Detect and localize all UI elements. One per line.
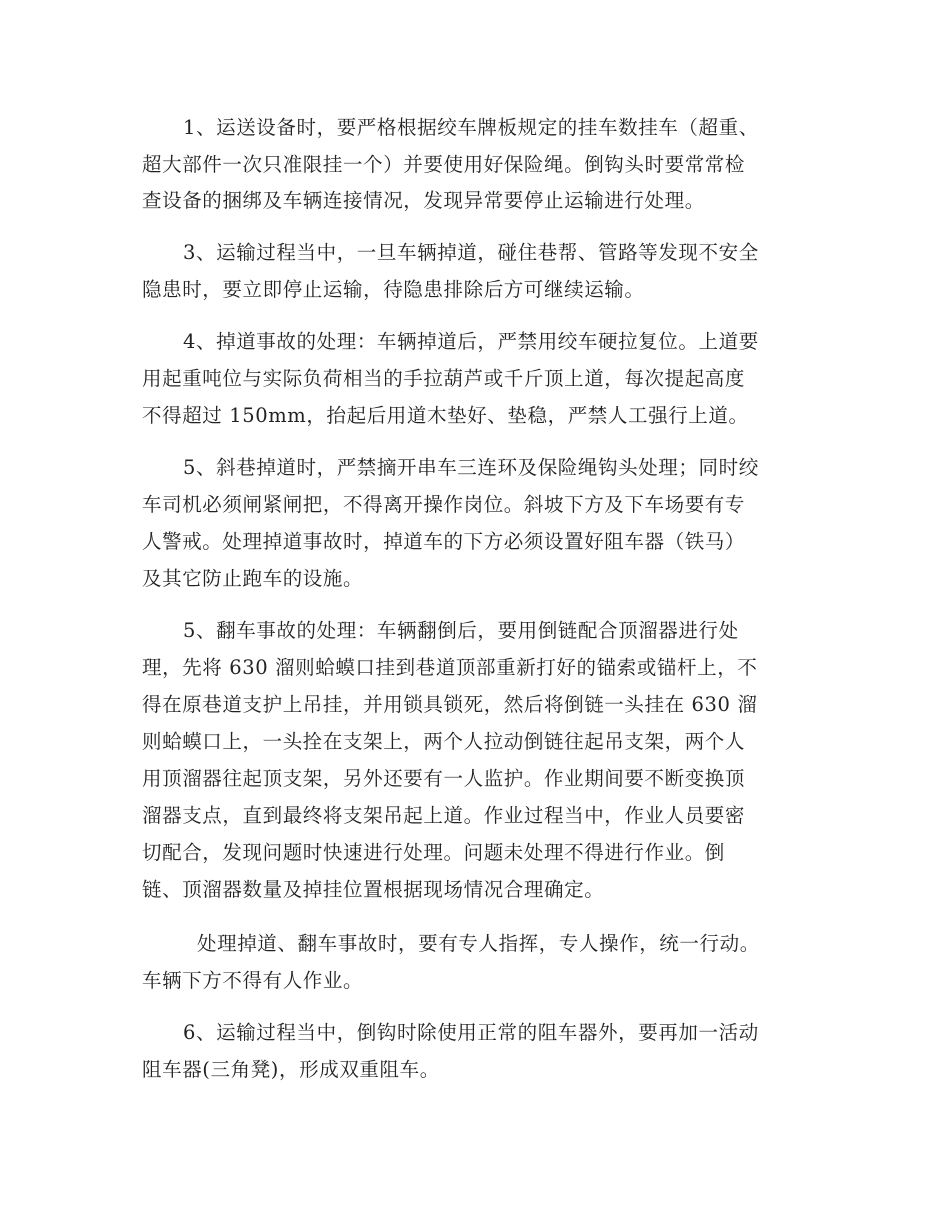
paragraph-2-line-1: 3、运输过程当中，一旦车辆掉道，碰住巷帮、管路等发现不安全: [183, 241, 759, 264]
paragraph-6-line-2: 车辆下方不得有人作业。: [142, 969, 364, 992]
paragraph-5-line-6: 溜器支点，直到最终将支架吊起上道。作业过程当中，作业人员要密: [142, 804, 746, 827]
paragraph-1-line-2: 超大部件一次只准限挂一个）并要使用好保险绳。倒钩头时要常常检: [142, 153, 746, 176]
paragraph-2-line-2: 隐患时，要立即停止运输，待隐患排除后方可继续运输。: [142, 278, 645, 301]
paragraph-4-line-1: 5、斜巷掉道时，严禁摘开串车三连环及保险绳钩头处理；同时绞: [183, 456, 759, 479]
paragraph-1-line-3: 查设备的捆绑及车辆连接情况，发现异常要停止运输进行处理。: [142, 189, 705, 212]
paragraph-5-line-2: 理，先将 630 溜则蛤蟆口挂到巷道顶部重新打好的锚索或锚杆上，不: [142, 656, 758, 679]
paragraph-5-line-7: 切配合，发现问题时快速进行处理。问题未处理不得进行作业。倒: [142, 841, 725, 864]
paragraph-5-line-1: 5、翻车事故的处理：车辆翻倒后，要用倒链配合顶溜器进行处: [183, 619, 739, 642]
paragraph-5-line-3: 得在原巷道支护上吊挂，并用锁具锁死，然后将倒链一头挂在 630 溜: [142, 693, 758, 716]
paragraph-3-line-2: 用起重吨位与实际负荷相当的手拉葫芦或千斤顶上道，每次提起高度: [142, 367, 746, 390]
paragraph-1-line-1: 1、运送设备时，要严格根据绞车牌板规定的挂车数挂车（超重、: [183, 116, 759, 139]
paragraph-3-line-1: 4、掉道事故的处理：车辆掉道后，严禁用绞车硬拉复位。上道要: [183, 330, 759, 353]
paragraph-4-line-4: 及其它防止跑车的设施。: [142, 567, 364, 590]
paragraph-5-line-5: 用顶溜器往起顶支架，另外还要有一人监护。作业期间要不断变换顶: [142, 767, 746, 790]
paragraph-5-line-8: 链、顶溜器数量及掉挂位置根据现场情况合理确定。: [142, 878, 605, 901]
paragraph-7-line-2: 阻车器(三角凳)，形成双重阻车。: [142, 1058, 440, 1081]
paragraph-3-line-3: 不得超过 150mm，抬起后用道木垫好、垫稳，严禁人工强行上道。: [142, 404, 749, 427]
paragraph-6-line-1: 处理掉道、翻车事故时，要有专人指挥，专人操作，统一行动。: [197, 932, 760, 955]
paragraph-7-line-1: 6、运输过程当中，倒钩时除使用正常的阻车器外，要再加一活动: [183, 1021, 759, 1044]
paragraph-4-line-3: 人警戒。处理掉道事故时，掉道车的下方必须设置好阻车器（铁马）: [142, 530, 746, 553]
paragraph-5-line-4: 则蛤蟆口上，一头拴在支架上，两个人拉动倒链往起吊支架，两个人: [142, 730, 746, 753]
paragraph-4-line-2: 车司机必须闸紧闸把，不得离开操作岗位。斜坡下方及下车场要有专: [142, 493, 746, 516]
